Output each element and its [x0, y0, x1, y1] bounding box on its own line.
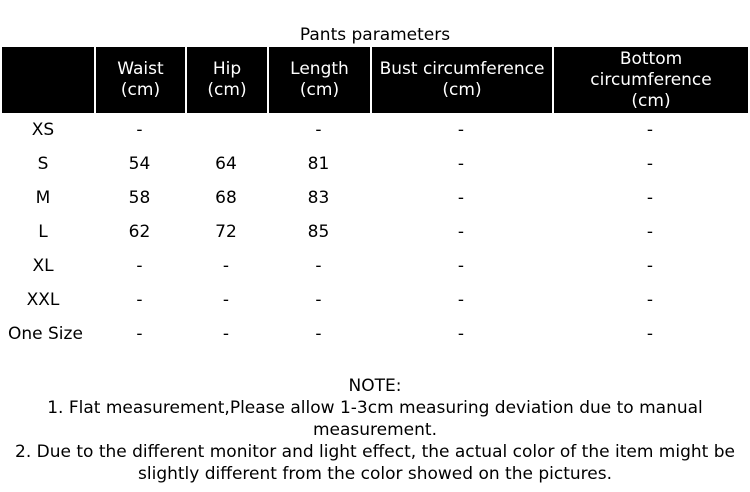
table-cell: -: [646, 256, 654, 276]
table-cell: -: [136, 324, 143, 344]
table-cell: 85: [307, 222, 330, 242]
size-label: L: [38, 222, 48, 242]
table-cell: -: [222, 290, 230, 310]
table-cell: 83: [307, 188, 330, 208]
table-cell: -: [136, 120, 143, 140]
table-row: [2, 249, 748, 283]
table-cell: -: [457, 222, 465, 242]
table-cell: -: [315, 120, 322, 140]
table-cell: 62: [128, 222, 151, 242]
table-row: [2, 283, 748, 317]
table-cell: -: [646, 222, 654, 242]
table-cell: 58: [128, 188, 151, 208]
table-header-row: [2, 47, 748, 113]
table-cell: -: [457, 256, 465, 276]
header-length: Length (cm): [267, 47, 370, 113]
table-row: [2, 181, 748, 215]
table-cell: -: [136, 256, 143, 276]
table-row: [2, 147, 748, 181]
header-size: [2, 47, 94, 113]
table-cell: -: [457, 154, 465, 174]
table-cell: 68: [215, 188, 237, 208]
table-cell: -: [222, 324, 230, 344]
table-cell: -: [457, 324, 465, 344]
notes-section: [0, 375, 750, 485]
table-cell: -: [457, 290, 465, 310]
table-row: [2, 317, 748, 351]
table-cell: -: [136, 290, 143, 310]
table-cell: 72: [215, 222, 237, 242]
size-label: XS: [31, 120, 55, 140]
notes-heading: NOTE:: [348, 376, 402, 396]
table-cell: -: [315, 290, 322, 310]
header-hip: Hip (cm): [185, 47, 267, 113]
table-cell: -: [646, 324, 654, 344]
table-cell: [185, 113, 267, 147]
size-label: M: [35, 188, 51, 208]
table-cell: -: [457, 188, 465, 208]
size-label: One Size: [8, 324, 83, 344]
table-cell: -: [646, 154, 654, 174]
table-cell: -: [315, 324, 322, 344]
table-cell: -: [646, 188, 654, 208]
size-chart-table: [2, 47, 748, 351]
table-cell: -: [315, 256, 322, 276]
table-cell: -: [222, 256, 230, 276]
header-bottom-circumference: Bottom circumference (cm): [552, 47, 748, 113]
table-cell: 54: [128, 154, 151, 174]
header-waist: Waist (cm): [94, 47, 185, 113]
size-label: S: [37, 154, 49, 174]
note-item: 2. Due to the different monitor and light effect, the actual color of the item might be slightly different from the color showed on the pictures.: [15, 442, 735, 484]
size-label: XXL: [26, 290, 60, 310]
table-cell: 81: [307, 154, 330, 174]
table-row: [2, 215, 748, 249]
table-cell: -: [646, 120, 654, 140]
note-item: 1. Flat measurement,Please allow 1-3cm measuring deviation due to manual measurement.: [47, 398, 703, 440]
header-bust-circumference: Bust circumference (cm): [370, 47, 552, 113]
size-label: XL: [32, 256, 54, 276]
table-cell: -: [646, 290, 654, 310]
page-title: Pants parameters: [299, 25, 451, 45]
table-cell: -: [457, 120, 465, 140]
table-row: [2, 113, 748, 147]
table-cell: 64: [215, 154, 237, 174]
